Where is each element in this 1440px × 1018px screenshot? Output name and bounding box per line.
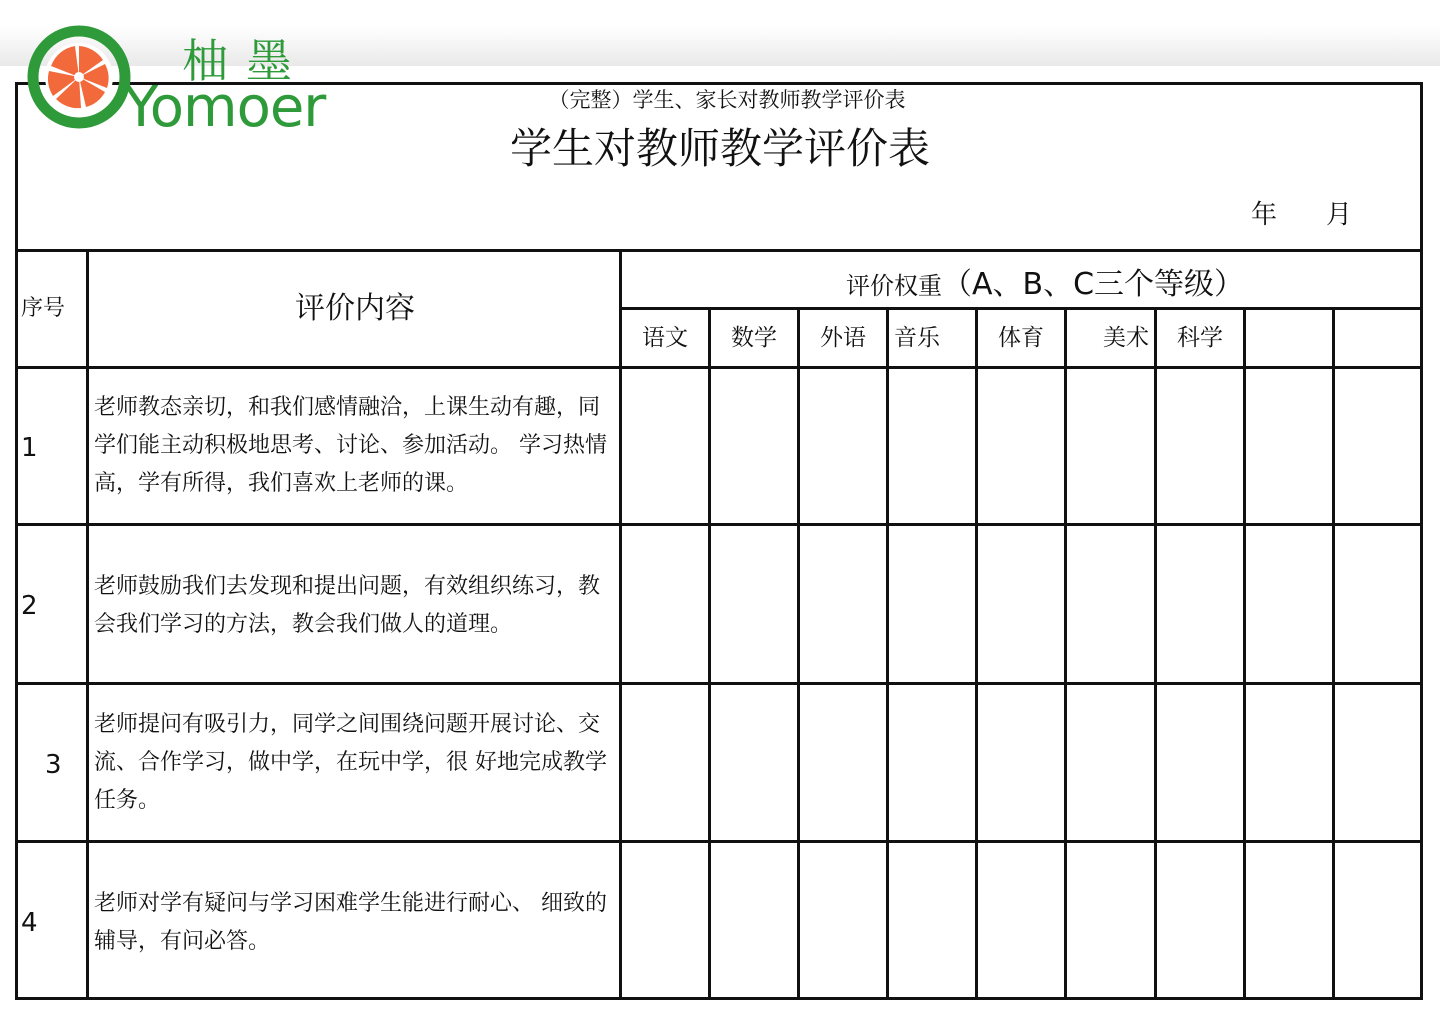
divider-row-1 xyxy=(15,523,1423,526)
row-3-number: 3 xyxy=(45,750,62,780)
col-line-8 xyxy=(1332,307,1335,1000)
row-1-number: 1 xyxy=(21,433,38,463)
header-content: 评价内容 xyxy=(295,291,415,326)
row-1-content: 老师教态亲切，和我们感情融洽，上课生动有趣，同学们能主动积极地思考、讨论、参加活动。 学习热情高，学有所得，我们喜欢上老师的课。 xyxy=(94,395,607,496)
row-2-number: 2 xyxy=(21,591,38,621)
row-4-content: 老师对学有疑问与学习困难学生能进行耐心、 细致的辅导，有问必答。 xyxy=(94,891,607,954)
logo-chinese-text: 柚墨 xyxy=(182,34,310,88)
col-line-1 xyxy=(708,307,711,1000)
divider-row-3 xyxy=(15,840,1423,843)
form-title: 学生对教师教学评价表 xyxy=(509,124,930,173)
col-line-7 xyxy=(1243,307,1246,1000)
col-line-6 xyxy=(1154,307,1157,1000)
subject-header-5: 体育 xyxy=(998,325,1044,351)
col-line-content xyxy=(619,249,622,1000)
col-line-5 xyxy=(1064,307,1067,1000)
subject-header-4: 音乐 xyxy=(894,325,940,351)
evaluation-form-frame xyxy=(15,75,1423,1000)
row-3-content: 老师提问有吸引力，同学之间围绕问题开展讨论、交流、合作学习，做中学，在玩中学，很 好地完成教学任务。 xyxy=(94,712,607,813)
subject-header-3: 外语 xyxy=(820,325,866,351)
row-2-content: 老师鼓励我们去发现和提出问题，有效组织练习，教会我们学习的方法，教会我们做人的道理。 xyxy=(94,574,601,637)
divider-header xyxy=(15,249,1423,252)
row-4-number: 4 xyxy=(21,908,38,938)
date-month-label: 月 xyxy=(1326,200,1353,230)
col-line-seq xyxy=(86,249,89,1000)
subject-header-7: 科学 xyxy=(1177,325,1223,351)
header-weight xyxy=(846,267,1245,302)
logo-english-text: Yomoer xyxy=(124,75,326,140)
date-year-label: 年 xyxy=(1251,200,1278,230)
header-seq: 序号 xyxy=(21,296,66,321)
yomoer-logo xyxy=(24,22,324,142)
header-weight-label: 评价权重 xyxy=(846,272,942,300)
divider-subjects xyxy=(15,366,1423,369)
col-line-2 xyxy=(797,307,800,1000)
divider-weight xyxy=(620,307,1423,310)
subject-header-2: 数学 xyxy=(731,325,777,351)
col-line-3 xyxy=(886,307,889,1000)
subject-header-1: 语文 xyxy=(642,325,688,351)
subject-header-6: 美术 xyxy=(1103,325,1149,351)
divider-row-2 xyxy=(15,682,1423,685)
form-subtitle: （完整）学生、家长对教师教学评价表 xyxy=(548,88,906,112)
col-line-4 xyxy=(975,307,978,1000)
header-weight-grades: （A、B、C三个等级） xyxy=(942,267,1245,302)
